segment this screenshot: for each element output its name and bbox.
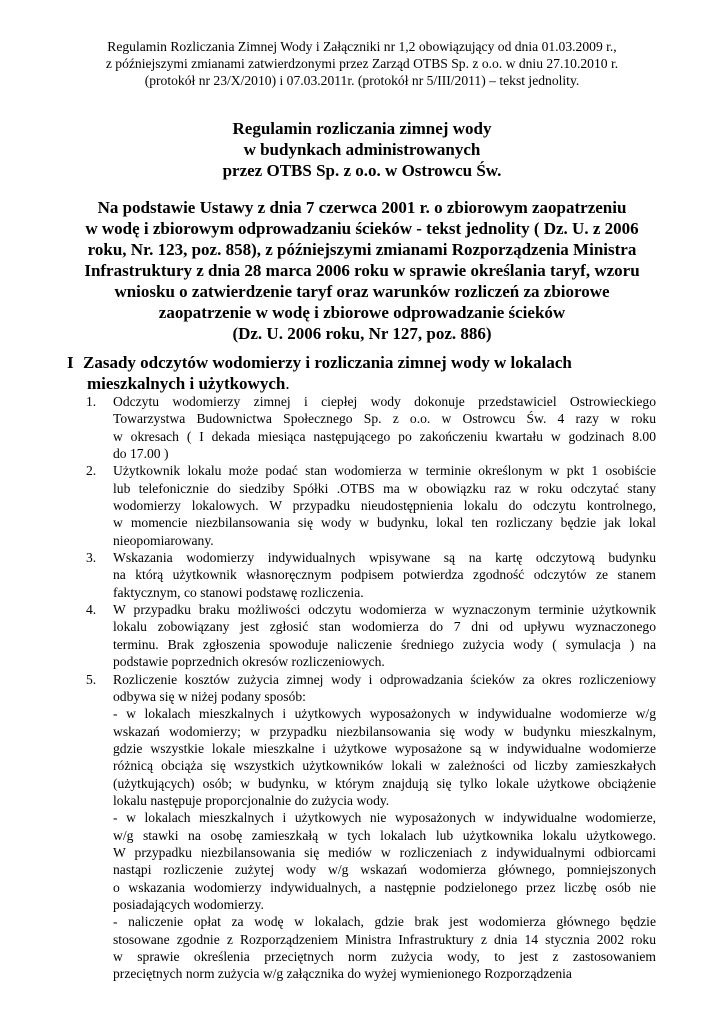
list-item-line: Towarzystwa Budownictwa Społecznego Sp. z o.o. w Ostrowcu Św. 4 razy w roku <box>113 411 656 427</box>
section-number: I <box>67 353 74 372</box>
list-item-number: 2. <box>86 463 97 479</box>
basis-line: roku, Nr. 123, poz. 858), z późniejszymi zmianami Rozporządzenia Ministra <box>87 240 637 259</box>
basis-line: Infrastruktury z dnia 28 marca 2006 roku w sprawie określania taryf, wzoru <box>84 261 640 280</box>
section-title-dot: . <box>285 374 290 393</box>
list-item-line: podstawie poprzednich okresów rozliczeniowych. <box>113 654 385 670</box>
list-item-line: gdzie wszystkie lokale mieszkalne i użytkowe wyposażone są w indywidualne wodomierze <box>113 740 656 756</box>
list-item-line: terminu. Brak zgłoszenia spowoduje naliczenie średniego zużycia wody ( symulacja ) na <box>113 636 656 652</box>
basis-line: Na podstawie Ustawy z dnia 7 czerwca 2001 r. o zbiorowym zaopatrzeniu <box>97 198 627 217</box>
list-item-line: posiadających wodomierzy. <box>113 896 264 912</box>
list-item-line: faktycznym, co stanowi podstawę rozliczenia. <box>113 584 364 600</box>
list-item-line: na którą użytkownik własnoręcznym podpisem potwierdza zgodność odczytów ze stanem <box>113 567 656 583</box>
basis-line: wniosku o zatwierdzenie taryf oraz warunków rozliczeń za zbiorowe <box>114 282 610 301</box>
document-header <box>60 38 664 89</box>
list-item <box>86 462 656 549</box>
list-item-line: w/g stawki na osobę zamieszkałą w tych lokalach lub użytkownika lokalu użytkowego. <box>113 827 656 843</box>
list-item-line: nastąpi rozliczenie zużytej wody w/g wskazań wodomierza głównego, pomniejszonych <box>113 862 656 878</box>
list-item <box>86 549 656 601</box>
list-item-line: W przypadku niezbilansowania się mediów w rozliczeniach z indywidualnymi odbiorcami <box>113 844 656 860</box>
list-item-line: W przypadku braku możliwości odczytu wodomierza w wyznaczonym terminie użytkownik <box>113 602 656 618</box>
list-item <box>86 601 656 670</box>
numbered-list <box>86 393 656 983</box>
title-line: Regulamin rozliczania zimnej wody <box>232 119 492 138</box>
section-title-line: mieszkalnych i użytkowych <box>87 374 286 393</box>
list-item-line: w okresach ( I dekada miesiąca następującego po zakończeniu kwartału w godzinach 8.00 <box>113 428 656 444</box>
title-line: przez OTBS Sp. z o.o. w Ostrowcu Św. <box>222 161 502 180</box>
list-item-number: 4. <box>86 602 97 618</box>
list-item-line: lub telefonicznie do siedziby Spółki .OTBS ma w obowiązku raz w roku odczytać stany <box>113 480 656 496</box>
list-item-line: Odczytu wodomierzy zimnej i ciepłej wody dokonuje przedstawiciel Ostrowieckiego <box>113 394 656 409</box>
list-item-line: przeciętnych norm zużycia w/g załącznika do wyżej wymienionego Rozporządzenia <box>113 966 572 982</box>
document-title <box>60 118 664 181</box>
list-item-number: 3. <box>86 550 97 566</box>
list-item-line: wodomierzy lokalowych. W przypadku nieudostępnienia lokalu do odczytu kontrolnego, <box>113 498 656 514</box>
list-item <box>86 671 656 983</box>
list-item <box>86 393 656 462</box>
header-line: (protokół nr 23/X/2010) i 07.03.2011r. (protokół nr 5/III/2011) – tekst jednolity. <box>144 73 580 88</box>
list-item-line: lokalu zobowiązany jest zgłosić stan wodomierza do 7 dni od upływu wyznaczonego <box>113 619 656 635</box>
list-item-line: - w lokalach mieszkalnych i użytkowych wyposażonych w indywidualne wodomierze w/g <box>113 706 656 722</box>
list-item-line: Rozliczenie kosztów zużycia zimnej wody i odprowadzania ścieków za okres rozliczeniowy <box>113 671 656 687</box>
list-item-line: o wskazania wodomierzy indywidualnych, a następnie podzielonego przez liczbę osób nie <box>113 879 656 895</box>
list-item-line: różnicą obciąża się wszystkich użytkowników lokali w zależności od liczby zamieszkałych <box>113 758 656 774</box>
list-item-line: - naliczenie opłat za wodę w lokalach, gdzie brak jest wodomierza głównego będzie <box>113 914 656 930</box>
basis-line: zaopatrzenie w wodę i zbiorowe odprowadzanie ścieków <box>158 303 566 322</box>
section-heading <box>67 352 667 394</box>
list-item-line: Wskazania wodomierzy indywidualnych wpisywane są na kartę odczytową budynku <box>113 550 656 566</box>
list-item-line: nieopomiarowany. <box>113 532 214 548</box>
list-item-line: lokalu następuje proporcjonalnie do zużycia wody. <box>113 792 390 808</box>
header-line: Regulamin Rozliczania Zimnej Wody i Załączniki nr 1,2 obowiązujący od dnia 01.03.2009 r., <box>107 39 617 54</box>
list-item-line: odbywa się w niżej podany sposób: <box>113 688 306 704</box>
basis-line: (Dz. U. 2006 roku, Nr 127, poz. 886) <box>232 324 492 343</box>
list-item-number: 1. <box>86 394 97 409</box>
list-item-line: - w lokalach mieszkalnych i użytkowych nie wyposażonych w indywidualne wodomierze, <box>113 810 656 826</box>
title-line: w budynkach administrowanych <box>243 140 481 159</box>
list-item-line: (użytkujących) osób; w budynku, w którym znajdują się tylko lokale użytkowe obciążenie <box>113 775 656 791</box>
header-line: z późniejszymi zmianami zatwierdzonymi przez Zarząd OTBS Sp. z o.o. w dniu 27.10.2010 r. <box>105 56 619 71</box>
list-item-line: do 17.00 ) <box>113 446 169 462</box>
list-item-line: w momencie niezbilansowania się wody w budynku, lokal ten rozliczany będzie jak lokal <box>113 515 656 531</box>
basis-line: w wodę i zbiorowym odprowadzaniu ścieków - tekst jednolity ( Dz. U. z 2006 <box>85 219 639 238</box>
list-item-line: w sprawie określenia przeciętnych norm zużycia wody, to jest z zastosowaniem <box>113 949 656 964</box>
legal-basis <box>60 197 664 344</box>
list-item-line: stosowane zgodnie z Rozporządzeniem Ministra Infrastruktury z dnia 14 stycznia 2002 roku <box>113 931 656 947</box>
section-title-line: Zasady odczytów wodomierzy i rozliczania zimnej wody w lokalach <box>83 353 572 372</box>
list-item-number: 5. <box>86 671 97 687</box>
list-item-line: wskazań wodomierzy; w przypadku niezbilansowania się wody w budynku mieszkalnym, <box>113 723 656 739</box>
list-item-line: Użytkownik lokalu może podać stan wodomierza w terminie określonym w pkt 1 osobiście <box>113 463 656 479</box>
